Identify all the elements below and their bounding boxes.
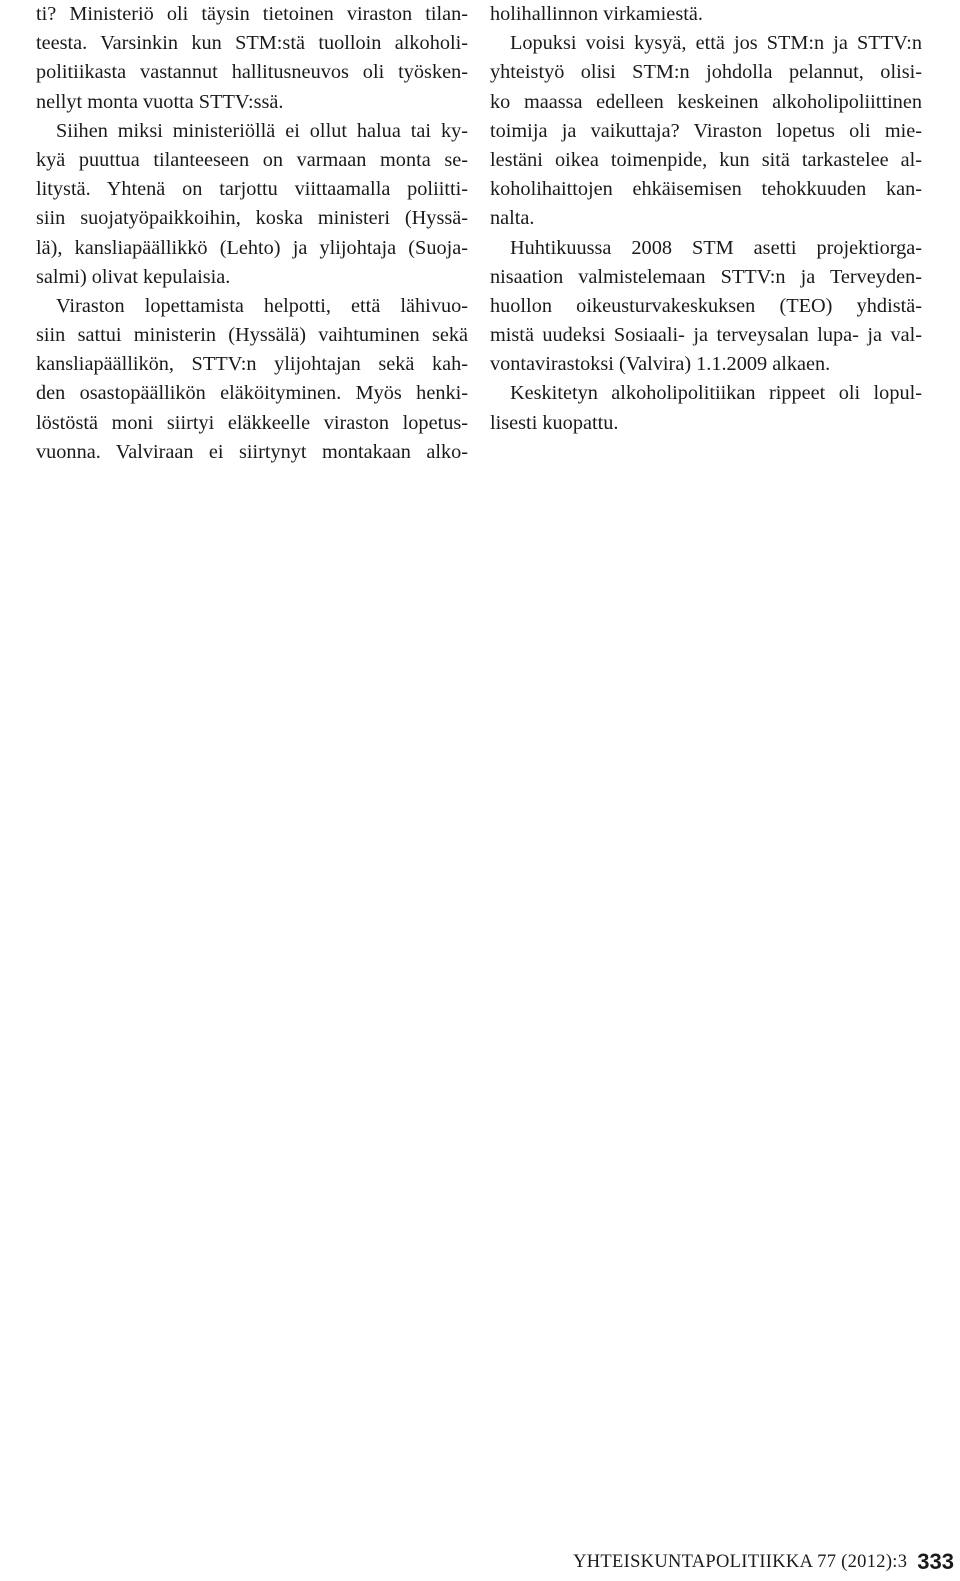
- page-footer: [573, 1543, 954, 1573]
- text-line: holihallinnon virkamiestä.: [490, 3, 703, 25]
- journal-citation: YHTEISKUNTAPOLITIIKKA 77 (2012):3: [573, 1552, 908, 1572]
- text-line: lä), kansliapäällikkö (Lehto) ja ylijohtaja (Suoja-: [36, 236, 468, 259]
- text-line: mistä uudeksi Sosiaali- ja terveysalan lupa- ja val-: [490, 324, 922, 347]
- text-line: kansliapäällikön, STTV:n ylijohtajan sekä kah-: [36, 353, 468, 376]
- left-text-column: [36, 0, 468, 467]
- text-line: ti? Ministeriö oli täysin tietoinen viraston tilan-: [36, 3, 468, 25]
- page-number: 333: [917, 1549, 954, 1574]
- text-line: toimija ja vaikuttaja? Viraston lopetus oli mie-: [490, 119, 922, 142]
- text-line: ko maassa edelleen keskeinen alkoholipoliittinen: [490, 90, 922, 113]
- text-line: Keskitetyn alkoholipolitiikan rippeet oli lopul-: [510, 382, 922, 405]
- text-line: siin suojatyöpaikkoihin, koska ministeri (Hyssä-: [36, 207, 468, 230]
- text-line: nalta.: [490, 207, 535, 230]
- text-line: teesta. Varsinkin kun STM:stä tuolloin alkoholi-: [36, 32, 468, 55]
- text-line: Siihen miksi ministeriöllä ei ollut halua tai ky-: [56, 119, 468, 142]
- text-line: löstöstä moni siirtyi eläkkeelle viraston lopetus-: [36, 411, 468, 434]
- right-text-column: [490, 0, 922, 438]
- text-line: nisaation valmistelemaan STTV:n ja Terveyden-: [490, 265, 922, 288]
- text-line: yhteistyö olisi STM:n johdolla pelannut, olisi-: [490, 61, 922, 84]
- text-line: litystä. Yhtenä on tarjottu viittaamalla poliitti-: [36, 178, 468, 201]
- text-line: politiikasta vastannut hallitusneuvos oli työsken-: [36, 61, 468, 84]
- text-line: vontavirastoksi (Valvira) 1.1.2009 alkaen.: [490, 353, 831, 376]
- text-line: koholihaittojen ehkäisemisen tehokkuuden kan-: [490, 178, 922, 201]
- text-line: lestäni oikea toimenpide, kun sitä tarkastelee al-: [490, 148, 922, 171]
- text-line: lisesti kuopattu.: [490, 411, 619, 434]
- text-line: Huhtikuussa 2008 STM asetti projektiorga-: [510, 236, 922, 259]
- text-line: salmi) olivat kepulaisia.: [36, 265, 231, 288]
- text-line: kyä puuttua tilanteeseen on varmaan monta se-: [36, 148, 468, 171]
- text-line: den osastopäällikön eläköityminen. Myös henki-: [36, 382, 468, 405]
- text-line: huollon oikeusturvakeskuksen (TEO) yhdistä-: [490, 294, 922, 317]
- text-line: Lopuksi voisi kysyä, että jos STM:n ja STTV:n: [510, 32, 922, 55]
- text-line: Viraston lopettamista helpotti, että lähivuo-: [56, 294, 468, 317]
- text-line: vuonna. Valviraan ei siirtynyt montakaan alko-: [36, 440, 468, 463]
- text-line: siin sattui ministerin (Hyssälä) vaihtuminen sekä: [36, 324, 468, 347]
- text-line: nellyt monta vuotta STTV:ssä.: [36, 90, 284, 113]
